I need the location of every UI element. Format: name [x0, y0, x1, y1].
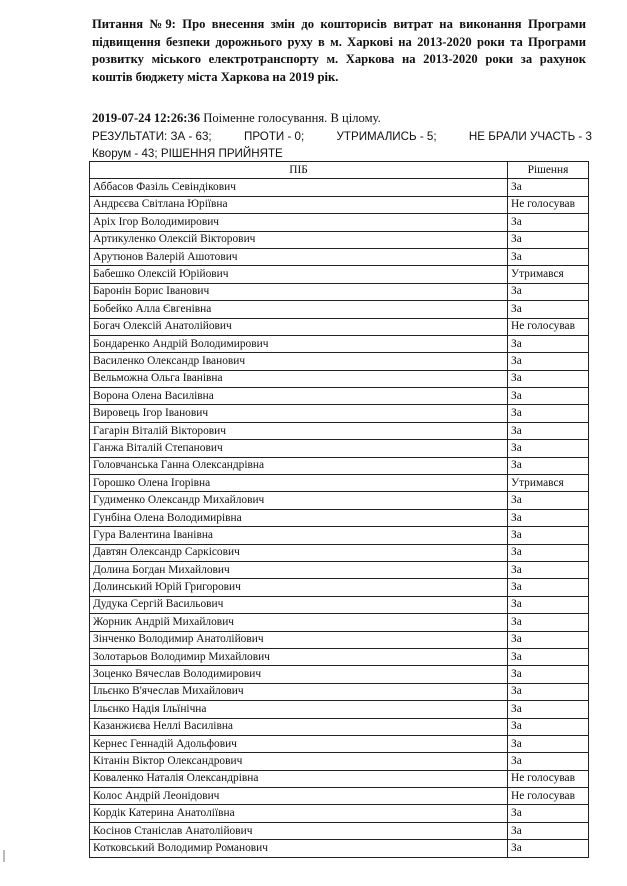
deputy-name: Ільєнко В'ячеслав Михайлович [90, 683, 508, 700]
deputy-decision: За [508, 648, 589, 665]
table-row [90, 266, 589, 283]
table-row [90, 561, 589, 578]
table-row [90, 666, 589, 683]
deputy-decision: За [508, 283, 589, 300]
table-row [90, 788, 589, 805]
deputy-decision: За [508, 214, 589, 231]
table-row [90, 353, 589, 370]
table-row [90, 509, 589, 526]
table-row [90, 248, 589, 265]
deputy-name: Ворона Олена Василівна [90, 388, 508, 405]
deputy-decision: За [508, 370, 589, 387]
deputy-name: Вельможна Ольга Іванівна [90, 370, 508, 387]
table-row [90, 301, 589, 318]
vote-table-body [90, 179, 589, 857]
table-row [90, 335, 589, 352]
deputy-decision: За [508, 701, 589, 718]
table-row [90, 283, 589, 300]
deputy-name: Кітанін Віктор Олександрович [90, 753, 508, 770]
results-abstained: УТРИМАЛИСЬ - 5; [336, 130, 437, 143]
deputy-name: Зінченко Володимир Анатолійович [90, 631, 508, 648]
deputy-name: Горошко Олена Ігорівна [90, 475, 508, 492]
table-row [90, 405, 589, 422]
table-row [90, 596, 589, 613]
deputy-name: Василенко Олександр Іванович [90, 353, 508, 370]
deputy-decision: За [508, 579, 589, 596]
deputy-decision: Не голосував [508, 196, 589, 213]
table-row [90, 805, 589, 822]
deputy-name: Дудука Сергій Васильович [90, 596, 508, 613]
deputy-name: Бабешко Олексій Юрійович [90, 266, 508, 283]
deputy-decision: За [508, 248, 589, 265]
table-row [90, 631, 589, 648]
deputy-name: Бондаренко Андрій Володимирович [90, 335, 508, 352]
deputy-name: Богач Олексій Анатолійович [90, 318, 508, 335]
table-row [90, 718, 589, 735]
results-not-voting: НЕ БРАЛИ УЧАСТЬ - 3 [468, 130, 592, 143]
table-row [90, 770, 589, 787]
deputy-decision: За [508, 301, 589, 318]
deputy-decision: За [508, 492, 589, 509]
deputy-decision: За [508, 805, 589, 822]
deputy-name: Бобейко Алла Євгенівна [90, 301, 508, 318]
table-header-row [90, 162, 589, 179]
deputy-name: Долинський Юрій Григорович [90, 579, 508, 596]
deputy-decision: За [508, 753, 589, 770]
deputy-name: Долина Богдан Михайлович [90, 561, 508, 578]
table-row [90, 196, 589, 213]
deputy-decision: За [508, 388, 589, 405]
deputy-decision: За [508, 631, 589, 648]
deputy-decision: За [508, 440, 589, 457]
table-row [90, 318, 589, 335]
deputy-decision: За [508, 179, 589, 196]
deputy-name: Гудименко Олександр Михайлович [90, 492, 508, 509]
table-row [90, 527, 589, 544]
deputy-name: Кордік Катерина Анатоліївна [90, 805, 508, 822]
table-row [90, 492, 589, 509]
table-row [90, 614, 589, 631]
deputy-name: Зоценко Вячеслав Володимирович [90, 666, 508, 683]
table-row [90, 822, 589, 839]
deputy-decision: Не голосував [508, 318, 589, 335]
deputy-name: Аббасов Фазіль Севіндікович [90, 179, 508, 196]
vote-type: Поіменне голосування. В цілому. [203, 111, 381, 125]
deputy-decision: За [508, 683, 589, 700]
table-row [90, 388, 589, 405]
vote-results-row [92, 128, 592, 145]
deputy-decision: За [508, 735, 589, 752]
vote-results [92, 128, 592, 162]
deputy-name: Кернес Геннадій Адольфович [90, 735, 508, 752]
deputy-decision: За [508, 422, 589, 439]
deputy-decision: За [508, 596, 589, 613]
deputy-name: Золотарьов Володимир Михайлович [90, 648, 508, 665]
deputy-name: Вировець Ігор Іванович [90, 405, 508, 422]
table-row [90, 753, 589, 770]
deputy-decision: За [508, 335, 589, 352]
table-row [90, 214, 589, 231]
deputy-name: Колос Андрій Леонідович [90, 788, 508, 805]
deputy-name: Казанжиєва Неллі Василівна [90, 718, 508, 735]
table-row [90, 544, 589, 561]
deputy-name: Жорник Андрій Михайлович [90, 614, 508, 631]
deputy-decision: За [508, 561, 589, 578]
deputy-decision: Не голосував [508, 788, 589, 805]
results-against: ПРОТИ - 0; [243, 130, 305, 143]
deputy-name: Ганжа Віталій Степанович [90, 440, 508, 457]
deputy-name: Гунбіна Олена Володимирівна [90, 509, 508, 526]
deputy-name: Головчанська Ганна Олександрівна [90, 457, 508, 474]
deputy-decision: За [508, 614, 589, 631]
deputy-name: Коваленко Наталія Олександрівна [90, 770, 508, 787]
results-for: РЕЗУЛЬТАТИ: ЗА - 63; [92, 130, 212, 143]
scan-margin-mark [3, 850, 5, 862]
table-row [90, 701, 589, 718]
table-row [90, 475, 589, 492]
vote-table [89, 161, 589, 858]
table-row [90, 735, 589, 752]
deputy-decision: За [508, 718, 589, 735]
deputy-name: Арутюнов Валерій Ашотович [90, 248, 508, 265]
deputy-name: Котковський Володимир Романович [90, 840, 508, 857]
quorum-row [92, 145, 592, 162]
agenda-item-title: Питання №9: Про внесення змін до кошторисів витрат на виконання Програми підвищення безпеки дорожнього руху в м. Харкові на 2013-2020 роки та Програми розвитку міського електротранспорту м. Харкова на 2013-2020 роки за рахунок коштів бюджету міста Харкова на 2019 рік. [92, 17, 586, 84]
table-row [90, 457, 589, 474]
deputy-name: Косінов Станіслав Анатолійович [90, 822, 508, 839]
deputy-decision: Утримався [508, 266, 589, 283]
deputy-decision: Не голосував [508, 770, 589, 787]
deputy-decision: За [508, 231, 589, 248]
table-row [90, 648, 589, 665]
deputy-decision: За [508, 544, 589, 561]
deputy-decision: За [508, 353, 589, 370]
vote-datetime: 2019-07-24 12:26:36 [92, 111, 201, 125]
deputy-name: Артикуленко Олексій Вікторович [90, 231, 508, 248]
table-row [90, 840, 589, 857]
table-row [90, 440, 589, 457]
vote-info-line [92, 110, 592, 126]
deputy-decision: За [508, 822, 589, 839]
deputy-name: Аріх Ігор Володимирович [90, 214, 508, 231]
table-row [90, 179, 589, 196]
decision-status: РІШЕННЯ ПРИЙНЯТЕ [160, 147, 283, 160]
table-row [90, 231, 589, 248]
deputy-decision: За [508, 527, 589, 544]
table-row [90, 579, 589, 596]
header-name: ПІБ [90, 162, 508, 179]
deputy-decision: За [508, 405, 589, 422]
deputy-decision: За [508, 666, 589, 683]
deputy-name: Андрєєва Світлана Юріївна [90, 196, 508, 213]
table-row [90, 422, 589, 439]
deputy-decision: За [508, 457, 589, 474]
deputy-name: Ільєнко Надія Ільїнічна [90, 701, 508, 718]
header-decision: Рішення [508, 162, 589, 179]
deputy-name: Гагарін Віталій Вікторович [90, 422, 508, 439]
quorum: Кворум - 43; [92, 147, 158, 160]
deputy-decision: За [508, 509, 589, 526]
table-row [90, 683, 589, 700]
deputy-name: Гура Валентина Іванівна [90, 527, 508, 544]
deputy-name: Баронін Борис Іванович [90, 283, 508, 300]
deputy-name: Давтян Олександр Саркісович [90, 544, 508, 561]
deputy-decision: Утримався [508, 475, 589, 492]
table-row [90, 370, 589, 387]
deputy-decision: За [508, 840, 589, 857]
